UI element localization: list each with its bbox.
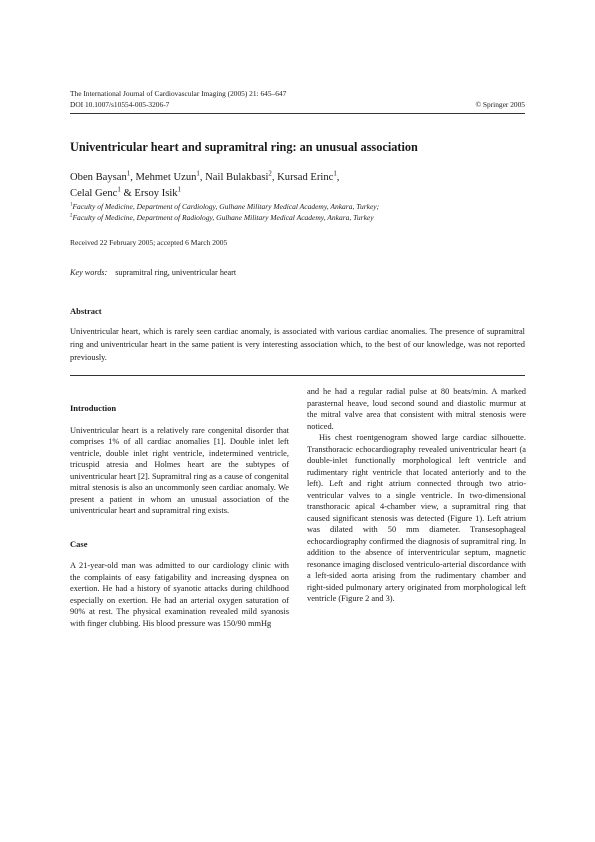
journal-citation: The International Journal of Cardiovascular Imaging (2005) 21: 645–647 [70,89,287,98]
doi[interactable]: DOI 10.1007/s10554-005-3206-7 [70,99,170,109]
body-paragraph: His chest roentgenogram showed large cardiac silhouette. Transthoracic echocardiography revealed univentricular heart (a double-inlet functionally morphological left ventricle and rudimentary right ventricle that located anteriorly and to the left). Left and right atrium connected through two atrio-ventricular valves to a single ventricle. In two-dimensional transthoracic apical 4-chamber view, a supramitral ring that caused significant stenosis was detected (Figure 1). Left atrium was dilated with 50 mm diameter. Transesophageal echocardiography confirmed the diagnosis of supramitral ring. In addition to the absence of interventricular septum, magnetic resonance imaging disclosed ventriculo-arterial discordance with a left-sided aorta arising from the rudimentary chamber and right-sided pulmonary artery originated from morphological left ventricle (Figure 2 and 3). [307,433,526,603]
affiliation: $^1$Faculty of Medicine, Department of Cardiology, Gulhane Military Medical Academy, Ankara, Turkey; [70,202,380,211]
body-paragraph: and he had a regular radial pulse at 80 beats/min. A marked parasternal heave, loud second sound and diastolic murmur at the mitral valve area that consistent with mitral stenosis were noticed. [307,387,526,431]
section-heading-case: Case [70,538,88,549]
affiliation: $^2$Faculty of Medicine, Department of Radiology, Gulhane Military Medical Academy, Ankara, Turkey [70,213,374,222]
abstract-heading: Abstract [70,306,102,316]
keywords-text: supramitral ring, univentricular heart [115,268,237,277]
article-title: Univentricular heart and supramitral ring: an unusual association [70,140,418,154]
intro-paragraph: Univentricular heart is a relatively rare congenital disorder that comprises 1% of all cardiac anomalies [1]. Double inlet left ventricle, double inlet right ventricle, indetermined ventricle, tricuspid atresia and Holmes heart are the subtypes of univentricular heart [2]. Supramitral ring as a cause of congenital mitral stenosis is also an uncommonly seen cardiac anomaly. We present a patient in whom an unusual association of the univentricular heart and supramitral ring exists. [70,425,289,515]
journal-header [70,89,286,110]
received-dates: Received 22 February 2005; accepted 6 March 2005 [70,238,228,247]
affiliations [70,201,530,223]
keywords [70,268,236,277]
author: Nail Bulakbasi$^2$, [205,170,278,183]
abstract-text: Univentricular heart, which is rarely seen cardiac anomaly, is associated with various cardiac anomalies. The presence of supramitral ring and univentricular heart in the same patient is very interesting association which, to the best of our knowledge, was not reported previously. [70,327,525,362]
author: Celal Genc$^1$ & [70,185,135,199]
author: Kursad Erinc$^1$, [277,170,340,183]
case-paragraph: A 21-year-old man was admitted to our cardiology clinic with the complaints of easy fatigability and increasing dyspnea on exertion. He had a history of syanotic attacks during childhood especially on exertion. He had an arterial oxygen saturation of 90% at rest. The physical examination revealed mild syanosis with finger clubbing. His blood pressure was 150/90 mmHg [70,561,289,628]
abstract-divider [70,375,525,376]
author: Mehmet Uzun$^1$, [135,170,206,183]
author: Oben Baysan$^1$, [70,170,136,183]
header-divider [70,113,525,114]
author-list [70,170,525,201]
copyright-notice: © Springer 2005 [475,99,525,109]
section-heading-introduction: Introduction [70,403,117,413]
left-column [70,403,289,629]
right-column [307,386,526,605]
keywords-label: Key words: [70,268,108,277]
author: Ersoy Isik$^1$ [134,185,182,199]
